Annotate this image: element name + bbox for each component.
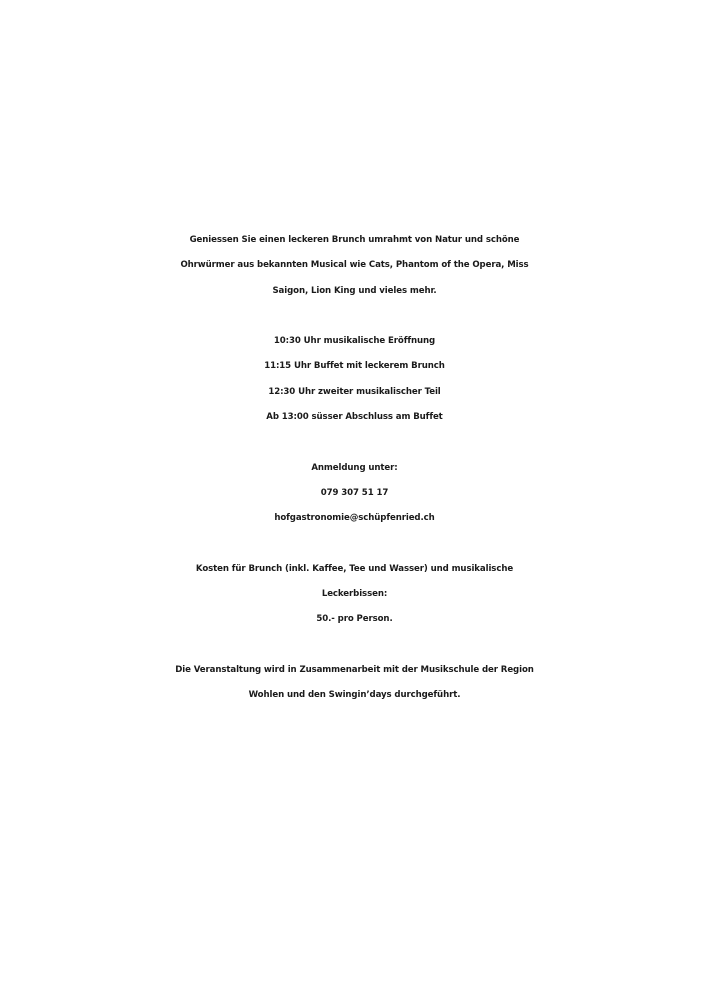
schedule-list [0, 329, 709, 430]
registration-phone: 079 307 51 17 [320, 487, 389, 498]
intro-line: Saigon, Lion King und vieles mehr. [272, 285, 437, 296]
costs-line: Leckerbissen: [321, 589, 388, 600]
intro-line: Geniessen Sie einen leckeren Brunch umrahmt von Natur und schöne [189, 235, 520, 245]
collaboration-line: Wohlen und den Swingin’days durchgeführt. [248, 690, 461, 701]
registration-email: hofgastronomie@schüpfenried.ch [274, 513, 435, 524]
costs-paragraph [0, 557, 709, 633]
schedule-item: 12:30 Uhr zweiter musikalischer Teil [268, 386, 441, 397]
intro-line: Ohrwürmer aus bekannten Musical wie Cats, Phantom of the Opera, Miss [180, 260, 529, 271]
registration-label: Anmeldung unter: [311, 462, 398, 473]
registration-info [0, 456, 709, 532]
event-description [0, 228, 709, 734]
schedule-item: 10:30 Uhr musikalische Eröffnung [273, 336, 436, 347]
collaboration-line: Die Veranstaltung wird in Zusammenarbeit mit der Musikschule der Region [175, 665, 534, 676]
costs-price: 50.- pro Person. [316, 614, 393, 625]
collaboration-paragraph [0, 658, 709, 709]
intro-paragraph [0, 228, 709, 304]
schedule-item: 11:15 Uhr Buffet mit leckerem Brunch [264, 361, 445, 372]
schedule-item: Ab 13:00 süsser Abschluss am Buffet [266, 412, 443, 423]
costs-line: Kosten für Brunch (inkl. Kaffee, Tee und Wasser) und musikalische [195, 563, 514, 574]
